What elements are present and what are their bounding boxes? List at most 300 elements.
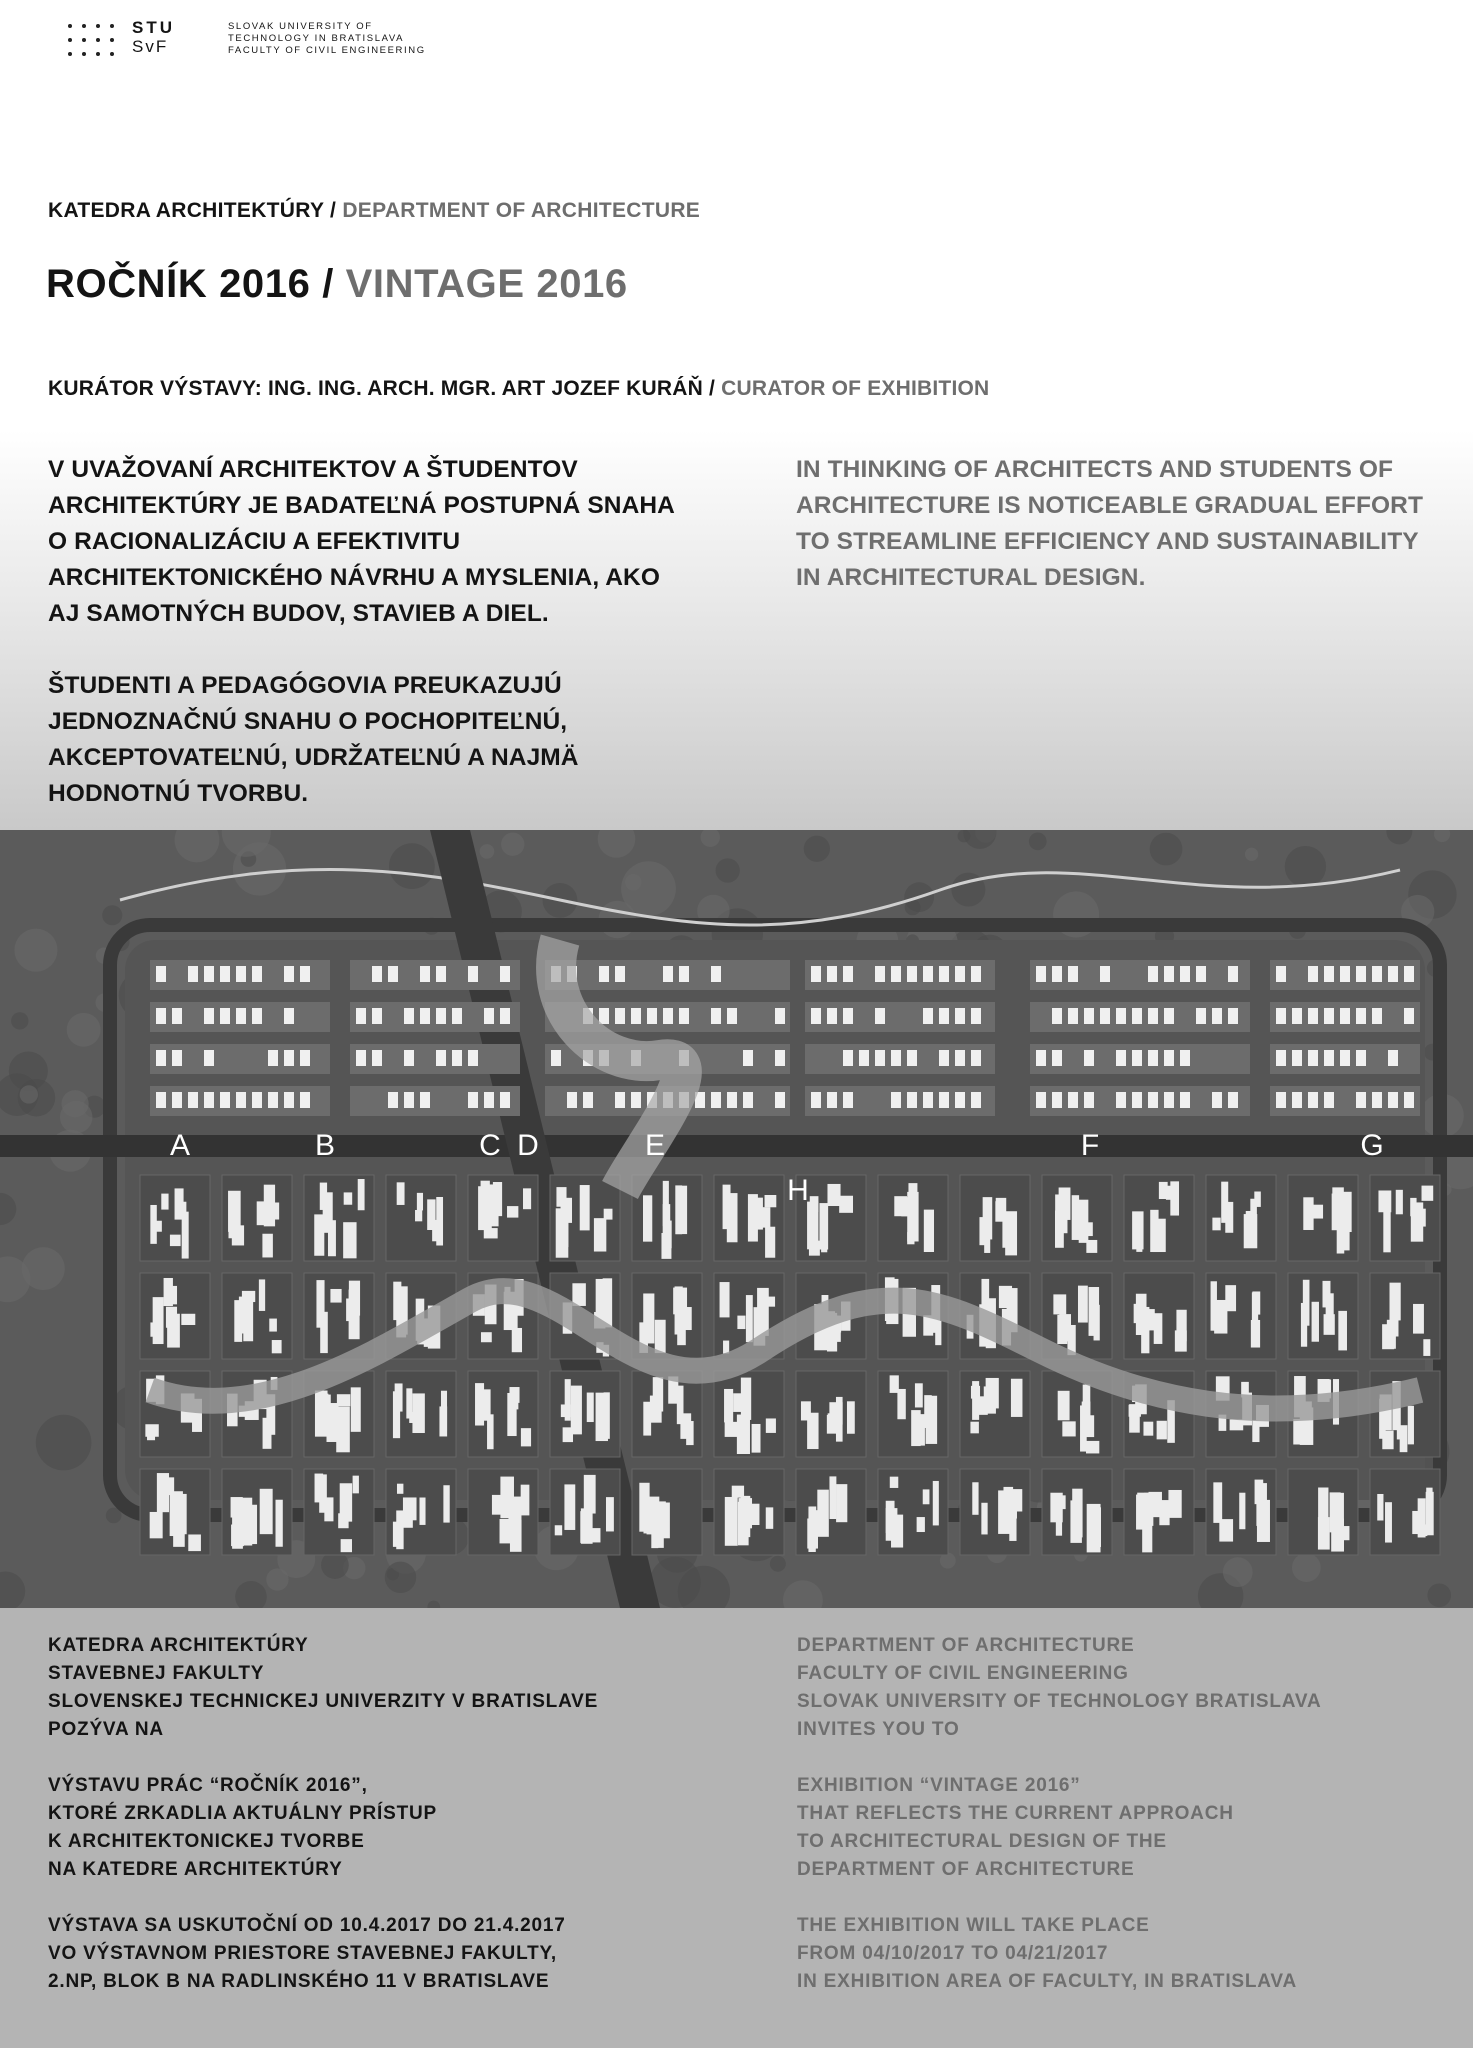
building xyxy=(727,1092,737,1108)
building xyxy=(984,1386,996,1413)
building xyxy=(353,1476,359,1494)
building xyxy=(1084,1050,1094,1066)
building xyxy=(923,966,933,982)
building xyxy=(420,1092,430,1108)
building xyxy=(1218,1310,1226,1333)
building xyxy=(1132,1050,1142,1066)
building xyxy=(875,966,885,982)
building xyxy=(1340,1050,1350,1066)
building xyxy=(924,1395,932,1428)
building xyxy=(204,1008,214,1024)
building xyxy=(875,1050,885,1066)
building xyxy=(1256,1483,1267,1526)
building xyxy=(891,1092,901,1108)
building xyxy=(338,1513,348,1528)
building xyxy=(711,966,721,982)
building xyxy=(918,1414,924,1445)
zone-label-d: D xyxy=(517,1129,539,1162)
building xyxy=(832,1329,840,1342)
terrain-texture xyxy=(625,874,642,891)
terrain-texture xyxy=(770,1556,786,1572)
building xyxy=(652,1530,664,1548)
building xyxy=(1175,1330,1187,1351)
building xyxy=(643,1195,652,1241)
building xyxy=(971,1092,981,1108)
building xyxy=(955,966,965,982)
building xyxy=(1129,1405,1141,1417)
building xyxy=(1143,1422,1153,1436)
building xyxy=(356,1050,366,1066)
building xyxy=(580,1185,590,1230)
intro-english xyxy=(796,452,1423,596)
building xyxy=(811,966,821,982)
building xyxy=(811,1092,821,1108)
building xyxy=(1212,1008,1222,1024)
building xyxy=(1116,1092,1126,1108)
building xyxy=(733,1393,741,1412)
building xyxy=(1011,1379,1023,1417)
building xyxy=(1308,966,1318,982)
building xyxy=(284,1008,294,1024)
building xyxy=(1252,1291,1260,1314)
building xyxy=(1303,1197,1313,1230)
building xyxy=(897,1389,905,1419)
building xyxy=(1082,1415,1095,1437)
building xyxy=(1321,1490,1327,1507)
building xyxy=(955,1092,965,1108)
building xyxy=(320,1312,328,1353)
building xyxy=(204,1050,214,1066)
building xyxy=(341,1539,352,1552)
building xyxy=(1356,966,1366,982)
building xyxy=(972,1482,978,1515)
building xyxy=(1422,1186,1434,1201)
building xyxy=(580,1511,588,1543)
building xyxy=(725,1497,738,1546)
building xyxy=(269,1319,277,1332)
building xyxy=(1426,1488,1432,1510)
text-line: AJ SAMOTNÝCH BUDOV, STAVIEB A DIEL. xyxy=(48,600,549,627)
building xyxy=(1036,1050,1046,1066)
building xyxy=(1164,966,1174,982)
terrain-texture xyxy=(11,1012,28,1029)
building xyxy=(248,1505,257,1544)
building xyxy=(1372,1092,1382,1108)
building xyxy=(939,1050,949,1066)
department-heading xyxy=(48,199,700,223)
building xyxy=(587,1393,594,1422)
building xyxy=(1308,1092,1318,1108)
building xyxy=(243,1300,253,1341)
terrain-texture xyxy=(1292,1553,1321,1582)
building xyxy=(1150,1210,1158,1252)
building xyxy=(827,966,837,982)
building xyxy=(156,1008,166,1024)
building xyxy=(599,1008,609,1024)
building xyxy=(358,1179,365,1210)
building xyxy=(204,1092,214,1108)
building xyxy=(1410,1198,1416,1216)
building xyxy=(156,966,166,982)
building xyxy=(1036,1092,1046,1108)
building xyxy=(891,1515,903,1548)
building xyxy=(284,1050,294,1066)
building xyxy=(395,1383,403,1411)
building xyxy=(679,1008,689,1024)
building xyxy=(891,1050,901,1066)
spacer xyxy=(797,1884,1321,1912)
building xyxy=(1418,1498,1426,1537)
building xyxy=(827,1184,840,1206)
building xyxy=(663,966,673,982)
building xyxy=(1228,966,1238,982)
building xyxy=(1159,1500,1169,1525)
building xyxy=(220,1092,230,1108)
building xyxy=(204,966,214,982)
terrain-texture xyxy=(389,843,435,889)
building xyxy=(647,1008,657,1024)
building xyxy=(336,1407,350,1453)
building xyxy=(663,1181,669,1226)
zone-label-a: A xyxy=(169,1129,191,1162)
spacer xyxy=(797,1744,1321,1772)
text-line: TO STREAMLINE EFFICIENCY AND SUSTAINABILITY xyxy=(796,528,1419,555)
building xyxy=(231,1525,244,1547)
building xyxy=(176,1494,186,1534)
spacer xyxy=(48,1884,598,1912)
building xyxy=(807,1202,818,1250)
building xyxy=(675,1286,683,1334)
building xyxy=(236,1092,246,1108)
building xyxy=(150,1512,163,1538)
logo-mark xyxy=(132,18,175,56)
intro-slovak xyxy=(48,452,675,812)
building xyxy=(1228,1092,1238,1108)
building xyxy=(643,1402,651,1436)
building xyxy=(523,1188,531,1209)
building xyxy=(711,1008,721,1024)
building xyxy=(1052,1092,1062,1108)
building xyxy=(561,1404,571,1417)
building xyxy=(727,1193,738,1242)
building xyxy=(829,1476,836,1519)
building xyxy=(153,1297,164,1344)
building xyxy=(436,1008,446,1024)
building xyxy=(752,1198,763,1230)
building xyxy=(567,1092,577,1108)
building xyxy=(737,1415,750,1454)
terrain-texture xyxy=(480,844,495,859)
text-line: V UVAŽOVANÍ ARCHITEKTOV A ŠTUDENTOV xyxy=(48,456,578,483)
building xyxy=(1356,1092,1366,1108)
building xyxy=(161,1194,168,1210)
building xyxy=(268,1092,278,1108)
building xyxy=(1423,1339,1430,1356)
building xyxy=(917,1517,925,1532)
building xyxy=(675,1185,682,1234)
building xyxy=(1372,1008,1382,1024)
building xyxy=(181,1314,195,1325)
building xyxy=(711,1092,721,1108)
text-line: ARCHITEKTÚRY JE BADATEĽNÁ POSTUPNÁ SNAHA xyxy=(48,492,675,519)
text-line: IN ARCHITECTURAL DESIGN. xyxy=(796,564,1146,591)
building xyxy=(1132,1008,1142,1024)
building xyxy=(615,1092,625,1108)
building xyxy=(1308,1008,1318,1024)
building xyxy=(583,1092,593,1108)
text-line: THE EXHIBITION WILL TAKE PLACE xyxy=(797,1915,1150,1936)
building xyxy=(1313,1205,1323,1219)
terrain-texture xyxy=(14,929,57,972)
building xyxy=(998,1490,1011,1533)
building xyxy=(808,1507,815,1552)
curator-heading xyxy=(48,377,989,401)
building xyxy=(500,1008,510,1024)
building xyxy=(555,1525,562,1535)
building xyxy=(643,1293,654,1343)
building xyxy=(1148,1092,1158,1108)
building xyxy=(732,1486,744,1498)
building xyxy=(1324,1008,1334,1024)
building xyxy=(723,1341,729,1354)
building xyxy=(775,1008,785,1024)
text-line: DEPARTMENT OF ARCHITECTURE xyxy=(797,1635,1135,1656)
building xyxy=(1404,966,1414,982)
building xyxy=(1036,966,1046,982)
building xyxy=(571,1386,582,1435)
building xyxy=(1052,1050,1062,1066)
building xyxy=(584,1475,596,1514)
building xyxy=(1312,1302,1319,1342)
building xyxy=(1228,1008,1238,1024)
building xyxy=(1308,1050,1318,1066)
building xyxy=(1168,1490,1181,1518)
building xyxy=(811,1008,821,1024)
building xyxy=(172,1092,182,1108)
building xyxy=(1164,1092,1174,1108)
building xyxy=(1378,1190,1391,1212)
building xyxy=(343,1222,356,1258)
building xyxy=(420,1008,430,1024)
building xyxy=(417,1193,423,1211)
text-line: AKCEPTOVATEĽNÚ, UDRŽATEĽNÚ A NAJMÄ xyxy=(48,744,579,771)
building xyxy=(1148,1008,1158,1024)
building xyxy=(236,1008,246,1024)
building xyxy=(631,1008,641,1024)
building xyxy=(259,1279,265,1311)
building xyxy=(999,1286,1012,1308)
building xyxy=(656,1501,666,1523)
building xyxy=(827,1092,837,1108)
building xyxy=(220,966,230,982)
curator-sk: KURÁTOR VÝSTAVY: ING. ING. ARCH. MGR. ART JOZEF KURÁŇ xyxy=(48,377,703,400)
logo-mark-svf: SvF xyxy=(132,37,169,56)
building xyxy=(1116,1050,1126,1066)
exhibition-title xyxy=(46,262,628,307)
building xyxy=(1251,1320,1260,1348)
building xyxy=(452,1050,462,1066)
building xyxy=(836,1397,843,1442)
building xyxy=(317,1395,331,1433)
building xyxy=(995,1201,1004,1221)
building xyxy=(1084,1008,1094,1024)
text-line: ARCHITECTURE IS NOTICEABLE GRADUAL EFFORT xyxy=(796,492,1424,519)
terrain-texture xyxy=(1427,1583,1451,1607)
text-line: TO ARCHITECTURAL DESIGN OF THE xyxy=(797,1831,1167,1852)
building xyxy=(1338,1311,1347,1351)
building xyxy=(981,1503,987,1535)
building xyxy=(436,1050,446,1066)
building xyxy=(970,1422,978,1434)
terrain-texture xyxy=(20,1085,38,1103)
building xyxy=(500,1092,510,1108)
intro-sk-paragraph-2 xyxy=(48,668,675,812)
terrain-texture xyxy=(1223,1557,1253,1587)
building xyxy=(1056,1496,1062,1535)
building xyxy=(486,1184,499,1226)
building xyxy=(1068,1092,1078,1108)
building xyxy=(766,1418,776,1432)
building xyxy=(188,1534,201,1551)
building xyxy=(1340,1008,1350,1024)
city-block xyxy=(304,1469,374,1555)
building xyxy=(801,1401,811,1420)
building xyxy=(720,1282,730,1317)
building xyxy=(724,1389,733,1422)
building xyxy=(1390,1283,1401,1321)
building xyxy=(1337,1526,1350,1540)
building xyxy=(1388,966,1398,982)
terrain-texture xyxy=(102,905,122,925)
building xyxy=(1292,1050,1302,1066)
building xyxy=(1072,1489,1082,1538)
building xyxy=(1166,1186,1174,1200)
text-line: SLOVAK UNIVERSITY OF TECHNOLOGY BRATISLAVA xyxy=(797,1691,1322,1712)
terrain-texture xyxy=(1029,833,1047,851)
building xyxy=(1057,1315,1067,1344)
building xyxy=(512,1328,522,1352)
building xyxy=(1089,1287,1100,1336)
building xyxy=(1221,1182,1228,1223)
building xyxy=(1116,1008,1126,1024)
building xyxy=(509,1387,519,1403)
building xyxy=(406,1388,412,1418)
logo-uni-line: FACULTY OF CIVIL ENGINEERING xyxy=(228,45,426,56)
building xyxy=(170,1235,181,1246)
building xyxy=(157,1473,169,1512)
building xyxy=(679,966,689,982)
title-sk: ROČNÍK 2016 xyxy=(46,262,311,306)
building xyxy=(324,1497,333,1521)
building xyxy=(661,1233,671,1259)
text-line: KATEDRA ARCHITEKTÚRY xyxy=(48,1635,309,1656)
building xyxy=(1196,1008,1206,1024)
building xyxy=(817,1490,829,1537)
building xyxy=(433,1223,443,1240)
building xyxy=(1164,1050,1174,1066)
building xyxy=(1382,1430,1393,1449)
building xyxy=(263,1418,272,1449)
building xyxy=(404,1092,414,1108)
building xyxy=(971,1008,981,1024)
building xyxy=(1385,1502,1392,1542)
terrain-texture xyxy=(804,836,830,862)
building xyxy=(1388,1050,1398,1066)
building xyxy=(1072,1195,1079,1240)
building xyxy=(971,1050,981,1066)
building xyxy=(484,1008,494,1024)
building xyxy=(147,1426,155,1440)
text-line: INVITES YOU TO xyxy=(797,1719,960,1740)
building xyxy=(436,966,446,982)
building xyxy=(572,1283,585,1306)
terrain-texture xyxy=(61,1090,88,1117)
building xyxy=(847,1401,855,1433)
zone-label-f: F xyxy=(1080,1129,1100,1162)
building xyxy=(1339,1213,1349,1251)
building xyxy=(1100,1008,1110,1024)
building xyxy=(500,966,510,982)
building xyxy=(1010,1492,1017,1518)
building xyxy=(1148,1050,1158,1066)
city-block xyxy=(960,1469,1030,1555)
site-plan-drawing xyxy=(0,830,1473,1608)
building xyxy=(1212,1218,1220,1231)
building xyxy=(1068,1008,1078,1024)
building xyxy=(257,1201,269,1225)
building xyxy=(231,1497,243,1517)
text-line: IN THINKING OF ARCHITECTS AND STUDENTS OF xyxy=(796,456,1394,483)
text-line: ARCHITEKTONICKÉHO NÁVRHU A MYSLENIA, AKO xyxy=(48,564,660,591)
building xyxy=(775,1092,785,1108)
building xyxy=(1180,1050,1190,1066)
intro-sk-paragraph-1 xyxy=(48,452,675,632)
building xyxy=(372,966,382,982)
building xyxy=(923,1092,933,1108)
terrain-texture xyxy=(1285,846,1326,887)
zone-label-g: G xyxy=(1360,1129,1384,1162)
terrain-texture xyxy=(501,833,524,856)
building xyxy=(875,1008,885,1024)
building xyxy=(182,1212,189,1259)
building xyxy=(172,1008,182,1024)
text-line: K ARCHITEKTONICKEJ TVORBE xyxy=(48,1831,365,1852)
building xyxy=(1276,1050,1286,1066)
text-line: FROM 04/10/2017 TO 04/21/2017 xyxy=(797,1943,1109,1964)
building xyxy=(743,1050,753,1066)
city-block xyxy=(1030,960,1250,990)
building xyxy=(1324,1092,1334,1108)
building xyxy=(300,1092,310,1108)
building xyxy=(765,1195,777,1207)
building xyxy=(1087,1504,1101,1552)
building xyxy=(484,1228,498,1238)
building xyxy=(404,1050,414,1066)
building xyxy=(412,1393,424,1433)
building xyxy=(397,1182,405,1205)
building xyxy=(1383,1211,1390,1252)
building xyxy=(300,1050,310,1066)
university-logo xyxy=(68,20,468,62)
building xyxy=(468,966,478,982)
building xyxy=(275,1500,282,1547)
building xyxy=(1219,1519,1233,1541)
building xyxy=(604,1209,613,1220)
building xyxy=(836,1484,847,1522)
building xyxy=(821,1236,827,1253)
building xyxy=(615,966,625,982)
building xyxy=(1068,966,1078,982)
